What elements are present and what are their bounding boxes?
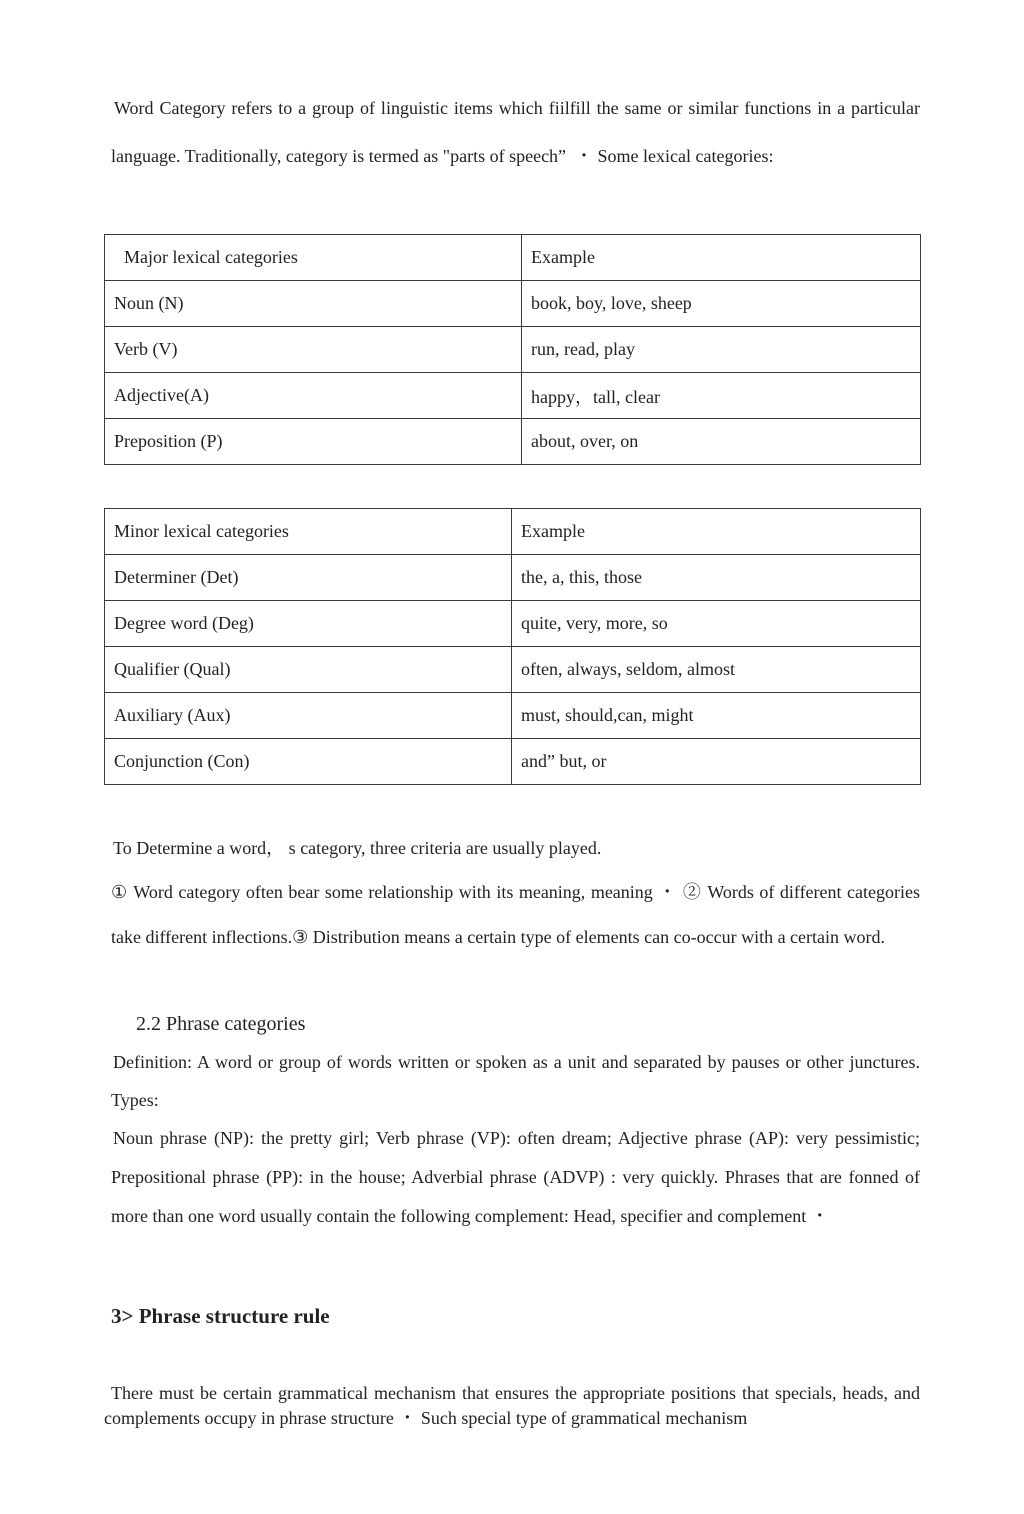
- category-cell: Determiner (Det): [105, 555, 512, 601]
- category-cell: Verb (V): [105, 327, 522, 373]
- criteria-paragraph: ① Word category often bear some relationship with its meaning, meaning ・ ② Words of different categories take different inflections.③ Distribution means a certain type of elements can co-occur with a certain word.: [111, 882, 920, 947]
- phrase-types-paragraph: Noun phrase (NP): the pretty girl; Verb phrase (VP): often dream; Adjective phrase (AP): very pessimistic; Prepositional phrase (PP): in the house; Adverbial phrase (ADVP) : very quickly. Phrases that are fonned of more than one word usually contain the following complement: Head, specifier and complement ・: [111, 1128, 920, 1226]
- example-cell: often, always, seldom, almost: [512, 647, 921, 693]
- table-header-row: [105, 235, 921, 281]
- example-cell: about, over, on: [522, 419, 921, 465]
- example-cell: must, should,can, might: [512, 693, 921, 739]
- intro-paragraph: Word Category refers to a group of linguistic items which fiilfill the same or similar functions in a particular language. Traditionally, category is termed as "parts of speech” ・ Some lexical categories:: [111, 98, 920, 166]
- criteria-lead-sentence: To Determine a word， s category, three criteria are usually played.: [113, 838, 602, 858]
- section-heading-phrase-structure-rule: 3> Phrase structure rule: [111, 1304, 330, 1328]
- example-cell: and” but, or: [512, 739, 921, 785]
- header-cell-category: Major lexical categories: [105, 235, 522, 281]
- major-lexical-categories-table: [104, 234, 921, 465]
- category-cell: Qualifier (Qual): [105, 647, 512, 693]
- category-cell: Noun (N): [105, 281, 522, 327]
- phrase-structure-rule-paragraph: There must be certain grammatical mechanism that ensures the appropriate positions that specials, heads, and complements occupy in phrase structure ・ Such special type of grammatical mechanism: [104, 1383, 920, 1428]
- table-row: [105, 373, 921, 419]
- example-cell: book, boy, love, sheep: [522, 281, 921, 327]
- example-cell: happy，tall, clear: [522, 373, 921, 419]
- header-cell-category: Minor lexical categories: [105, 509, 512, 555]
- table-row: [105, 555, 921, 601]
- table-row: [105, 601, 921, 647]
- example-cell: run, read, play: [522, 327, 921, 373]
- example-cell: quite, very, more, so: [512, 601, 921, 647]
- category-cell: Degree word (Deg): [105, 601, 512, 647]
- header-cell-example: Example: [522, 235, 921, 281]
- table-row: [105, 419, 921, 465]
- header-cell-example: Example: [512, 509, 921, 555]
- table-header-row: [105, 509, 921, 555]
- section-heading-phrase-categories: 2.2 Phrase categories: [136, 1013, 306, 1035]
- category-cell: Adjective(A): [105, 373, 522, 419]
- category-cell: Conjunction (Con): [105, 739, 512, 785]
- table-row: [105, 739, 921, 785]
- table-row: [105, 327, 921, 373]
- example-cell: the, a, this, those: [512, 555, 921, 601]
- minor-lexical-categories-table: [104, 508, 921, 785]
- category-cell: Preposition (P): [105, 419, 522, 465]
- category-cell: Auxiliary (Aux): [105, 693, 512, 739]
- definition-paragraph: Definition: A word or group of words written or spoken as a unit and separated by pauses or other junctures. Types:: [111, 1052, 920, 1110]
- table-row: [105, 281, 921, 327]
- table-row: [105, 693, 921, 739]
- table-row: [105, 647, 921, 693]
